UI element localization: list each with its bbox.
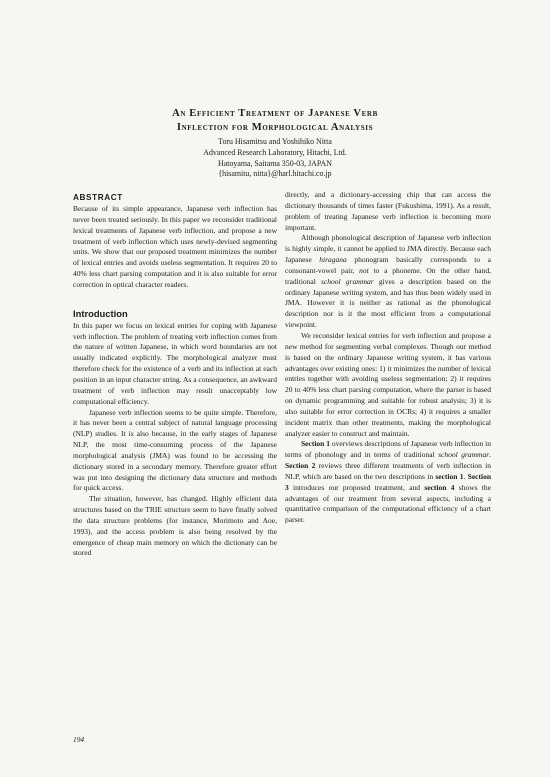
intro-paragraph-1: In this paper we focus on lexical entries for coping with Japanese verb inflection. The problem of treating verb inflection comes from the nature of written Japanese, in which word boundaries are not usually indicated explicitly. The morphological analyzer must therefore check for the existence of a verb and its inflection at each position in an input character string. As a consequence, an awkward treatment of verb inflection may result unacceptably low computational efficiency. — [73, 320, 277, 406]
left-column — [73, 192, 277, 559]
term-hiragana: hiragana — [319, 255, 347, 265]
intro-paragraph-2: Japanese verb inflection seems to be quite simple. Therefore, it has never been a central subject of natural language processing (NLP) studies. It is also because, in the early stages of Japanese NLP, the most time-consuming process of the Japanese morphological analysis (JMA) was found to be accessing the dictionary stored in a secondary memory. Therefore greater effort was put into designing the dictionary data structure and methods for quick access. — [73, 407, 277, 493]
section-ref-1: Section 1 — [301, 439, 330, 449]
abstract-text: Because of its simple appearance, Japanese verb inflection has never been treated seriously. In this paper we reconsider traditional lexical treatments of Japanese verb inflection, and propose a new treatment of verb inflection which uses newly-devised segmenting units. We show that our proposed treatment minimizes the number of lexical entries and avoids useless segmentation. It requires 20 to 40% less chart parsing computation and it is also suitable for error correction in optical character readers. — [73, 204, 277, 289]
right-column — [285, 190, 491, 526]
text-run: overviews descriptions of Japanese verb inflection in terms of phonology and in terms of traditional — [285, 439, 491, 460]
text-run: reviews three different treatments of verb inflection in NLP, which are based on the two descriptions in — [285, 461, 491, 481]
paper-title-line-1: An Efficient Treatment of Japanese Verb — [172, 108, 378, 119]
text-run: Although phonological description of Japanese verb inflection is highly simple, it cannot be applied to JMA directly. Because each Japanese — [285, 233, 491, 265]
section-ref-1b: section 1 — [435, 471, 464, 481]
text-run: to a phoneme. On the other hand, traditional — [285, 265, 491, 286]
section-ref-2: Section 2 — [285, 461, 316, 471]
text-run: phonogram basically corresponds to a consonant-vowel pair, — [285, 255, 491, 275]
text-run: introduces our proposed treatment, and — [288, 482, 425, 492]
text-run: . — [489, 450, 491, 460]
term-school-grammar: school grammar — [321, 276, 374, 286]
right-paragraph-2: We reconsider lexical entries for verb inflection and propose a new method for segmenting verbal complexes. Though our method is based on the ordinary Japanese writing system, it has various advantages over existing ones: 1) it minimizes the number of lexical entries together with avoiding useless segmentation; 2) it requires 20 to 40% less chart parsing computation, where the parser is based on dynamic programming and suitable for robust analysis; 3) it is also suitable for error correction in OCRs; 4) it requires a smaller incident matrix than other treatments, making the morphological analyzer easier to construct and maintain. — [285, 330, 491, 438]
affiliation: Advanced Research Laboratory, Hitachi, Ltd. — [203, 147, 347, 157]
text-run: gives a description based on the ordinary Japanese writing system, and has thus been widely used in JMA. However it is neither as rational as the phonological description nor is it the most efficient from a computational viewpoint. — [285, 276, 491, 330]
abstract-heading: ABSTRACT — [73, 193, 123, 202]
right-paragraph-1 — [285, 233, 491, 331]
intro-paragraph-3: The situation, however, has changed. Highly efficient data structures based on the TRIE structure seem to have finally solved the data structure problems (for instance, Morimoto and Aoe, 1993), and the access problem is also being resolved by the emergence of cheap main memory on which the dictionary can be stored — [73, 494, 277, 558]
text-run: . — [463, 471, 468, 481]
address: Hatoyama, Saitama 350-03, JAPAN — [218, 158, 332, 168]
term-school-grammar-2: school grammar — [438, 450, 490, 460]
title-block — [0, 107, 550, 180]
page-number: 194 — [73, 735, 85, 744]
right-paragraph-0: directly, and a dictionary-accessing chip that can access the dictionary thousands of times faster (Fukushima, 1991). As a result, problem of treating Japanese verb inflection is becoming more important. — [285, 190, 491, 232]
paper-title-line-2: Inflection for Morphological Analysis — [176, 121, 374, 133]
right-paragraph-3 — [285, 439, 491, 526]
authors: Toru Hisamitsu and Yoshihiko Nitta — [218, 137, 332, 146]
section-ref-4: section 4 — [424, 482, 455, 492]
text-run: shows the advantages of our treatment from several aspects, including a quantitative comparison of the computational efficiency of a chart parser. — [285, 482, 491, 525]
introduction-heading: Introduction — [73, 307, 128, 319]
section-ref-3: Section 3 — [285, 471, 491, 492]
email: {hisamitu, nitta}@harl.hitachi.co.jp — [218, 169, 332, 179]
emphasis-not: not — [359, 265, 369, 275]
